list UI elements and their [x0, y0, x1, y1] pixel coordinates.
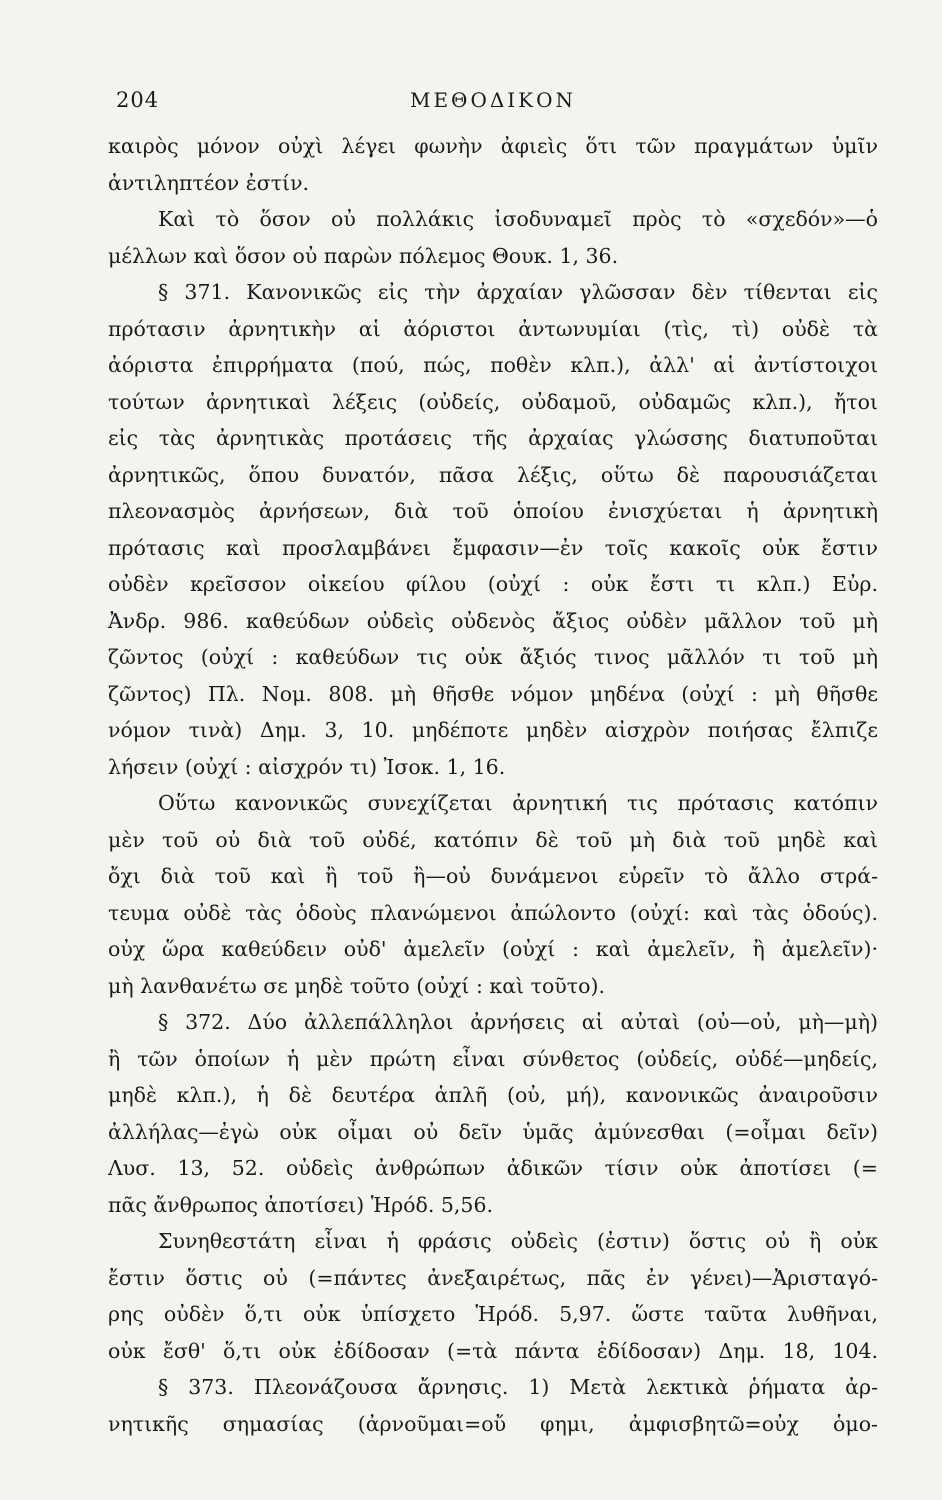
text-line: τούτων ἀρνητικαὶ λέξεις (οὐδείς, οὐδαμοῦ, οὐδαμῶς κλπ.), ἤτοι — [108, 389, 878, 414]
text-line: τευμα οὐδὲ τὰς ὁδοὺς πλανώμενοι ἀπώλοντο (οὐχί: καὶ τὰς ὁδούς). — [108, 900, 878, 925]
text-line: ἢ τῶν ὁποίων ἡ μὲν πρώτη εἶναι σύνθετος (οὐδείς, οὐδέ—μηδείς, — [108, 1046, 878, 1071]
text-line: μέλλων καὶ ὅσον οὐ παρὼν πόλεμος Θουκ. 1, 36. — [108, 243, 619, 268]
text-line: ἀρνητικῶς, ὅπου δυνατόν, πᾶσα λέξις, οὕτω δὲ παρουσιάζεται — [108, 462, 878, 487]
text-line: ζῶντος) Πλ. Νομ. 808. μὴ θῆσθε νόμον μηδένα (οὐχί : μὴ θῆσθε — [108, 681, 878, 706]
text-line: νητικῆς σημασίας (ἀρνοῦμαι=οὔ φημι, ἀμφισβητῶ=οὐχ ὁμο- — [108, 1411, 878, 1436]
text-line: μηδὲ κλπ.), ἡ δὲ δευτέρα ἁπλῆ (οὐ, μή), κανονικῶς ἀναιροῦσιν — [108, 1083, 878, 1107]
text-line: Λυσ. 13, 52. οὐδεὶς ἀνθρώπων ἀδικῶν τίσιν οὐκ ἀποτίσει (= — [108, 1156, 878, 1180]
text-line: πρότασιν ἀρνητικὴν αἱ ἀόριστοι ἀντωνυμίαι (τὶς, τὶ) οὐδὲ τὰ — [108, 316, 878, 341]
body-text — [108, 128, 878, 1442]
text-line: ἀόριστα ἐπιρρήματα (πού, πώς, ποθὲν κλπ.), ἀλλ' αἱ ἀντίστοιχοι — [108, 353, 878, 377]
page-header — [108, 88, 878, 128]
text-line: Καὶ τὸ ὅσον οὐ πολλάκις ἰσοδυναμεῖ πρὸς τὸ «σχεδόν»—ὁ — [158, 207, 878, 231]
text-line: νόμον τινὰ) Δημ. 3, 10. μηδέποτε μηδὲν αἰσχρὸν ποιήσας ἔλπιζε — [108, 718, 878, 742]
text-line: § 373. Πλεονάζουσα ἄρνησις. 1) Μετὰ λεκτικὰ ῥήματα ἀρ- — [158, 1375, 878, 1399]
text-line: ρης οὐδὲν ὅ,τι οὐκ ὑπίσχετο Ἡρόδ. 5,97. ὥστε ταῦτα λυθῆναι, — [108, 1302, 878, 1326]
text-line: ὄχι διὰ τοῦ καὶ ἢ τοῦ ἢ—οὐ δυνάμενοι εὑρεῖν τὸ ἄλλο στρά- — [108, 864, 878, 888]
text-line: ζῶντος (οὐχί : καθεύδων τις οὐκ ἄξιός τινος μᾶλλόν τι τοῦ μὴ — [108, 645, 878, 669]
text-line: οὐκ ἔσθ' ὅ,τι οὐκ ἐδίδοσαν (=τὰ πάντα ἐδίδοσαν) Δημ. 18, 104. — [108, 1338, 878, 1363]
text-line: μὴ λανθανέτω σε μηδὲ τοῦτο (οὐχί : καὶ τοῦτο). — [108, 973, 605, 998]
text-line: ἔστιν ὅστις οὐ (=πάντες ἀνεξαιρέτως, πᾶς ἐν γένει)—Ἀρισταγό- — [108, 1265, 878, 1290]
text-line: πρότασις καὶ προσλαμβάνει ἔμφασιν—ἐν τοῖς κακοῖς οὐκ ἔστιν — [108, 535, 878, 560]
text-line: Ἀνδρ. 986. καθεύδων οὐδεὶς οὐδενὸς ἄξιος οὐδὲν μᾶλλον τοῦ μὴ — [108, 608, 878, 633]
page-number: 204 — [116, 88, 160, 112]
text-line: μὲν τοῦ οὐ διὰ τοῦ οὐδέ, κατόπιν δὲ τοῦ μὴ διὰ τοῦ μηδὲ καὶ — [108, 827, 878, 852]
text-line: πᾶς ἄνθρωπος ἀποτίσει) Ἡρόδ. 5,56. — [108, 1192, 494, 1217]
text-line: § 372. Δύο ἀλλεπάλληλοι ἀρνήσεις αἱ αὐταὶ (οὐ—οὐ, μὴ—μὴ) — [158, 1010, 878, 1034]
text-line: οὐχ ὥρα καθεύδειν οὐδ' ἀμελεῖν (οὐχί : καὶ ἀμελεῖν, ἢ ἀμελεῖν)· — [108, 937, 878, 961]
running-head: ΜΕΘΟΔΙΚΟΝ — [409, 88, 577, 112]
text-line: § 371. Κανονικῶς εἰς τὴν ἀρχαίαν γλῶσσαν δὲν τίθενται εἰς — [158, 280, 878, 304]
text-line: Συνηθεστάτη εἶναι ἡ φράσις οὐδεὶς (ἐστιν) ὅστις οὐ ἢ οὐκ — [158, 1229, 878, 1253]
text-line: λήσειν (οὐχί : αἰσχρόν τι) Ἰσοκ. 1, 16. — [108, 754, 506, 779]
text-line: οὐδὲν κρεῖσσον οἰκείου φίλου (οὐχί : οὐκ ἔστι τι κλπ.) Εὐρ. — [108, 572, 878, 596]
text-line: πλεονασμὸς ἀρνήσεων, διὰ τοῦ ὁποίου ἐνισχύεται ἡ ἀρνητικὴ — [108, 499, 878, 523]
text-line: Οὕτω κανονικῶς συνεχίζεται ἀρνητική τις πρότασις κατόπιν — [158, 791, 878, 815]
text-line: καιρὸς μόνον οὐχὶ λέγει φωνὴν ἀφιεὶς ὅτι τῶν πραγμάτων ὑμῖν — [108, 134, 878, 158]
text-line: ἀντιληπτέον ἐστίν. — [108, 170, 310, 195]
text-line: ἀλλήλας—ἐγὼ οὐκ οἶμαι οὐ δεῖν ὑμᾶς ἀμύνεσθαι (=οἶμαι δεῖν) — [108, 1119, 878, 1144]
text-line: εἰς τὰς ἀρνητικὰς προτάσεις τῆς ἀρχαίας γλώσσης διατυποῦται — [108, 426, 878, 450]
